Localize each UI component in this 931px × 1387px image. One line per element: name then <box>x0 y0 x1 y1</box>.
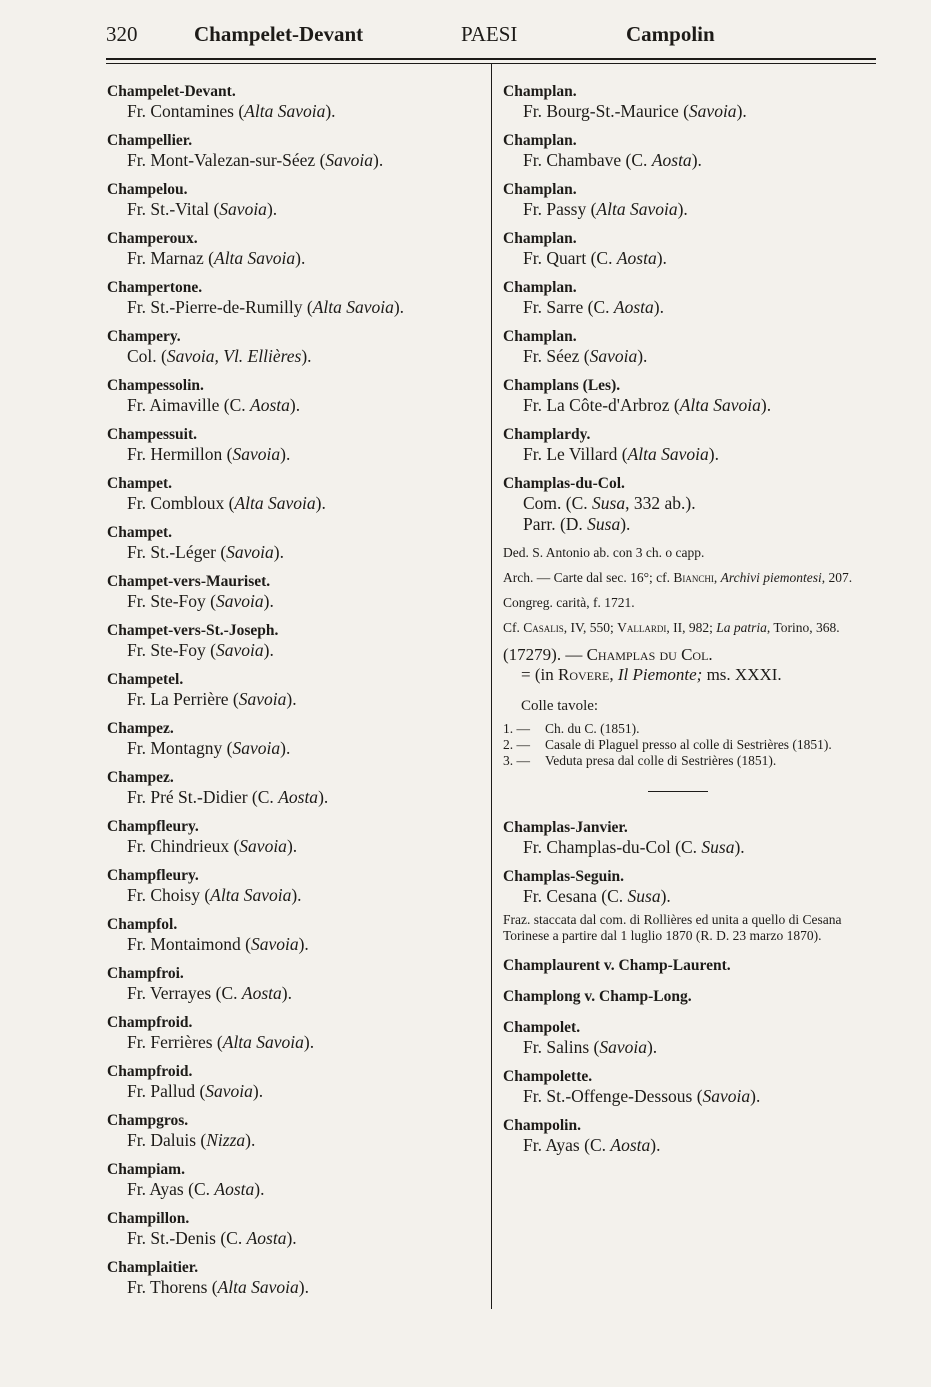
entry <box>107 1111 485 1151</box>
column-divider <box>491 64 492 1309</box>
entry <box>107 523 485 563</box>
entry-location: Fr. St.-Offenge-Dessous (Savoia). <box>523 1086 761 1106</box>
entry-location: Fr. Hermillon (Savoia). <box>127 444 291 464</box>
entry <box>503 229 878 269</box>
entry-headword: Champet. <box>107 475 173 492</box>
entry-location: Fr. Montagny (Savoia). <box>127 738 291 758</box>
plate-item: 2. — Casale di Plaguel presso al colle di Sestrières (1851). <box>503 737 832 752</box>
entry <box>107 572 485 612</box>
entry-location: Fr. Quart (C. Aosta). <box>523 248 667 268</box>
entry-location: Fr. Ste-Foy (Savoia). <box>127 591 274 611</box>
entry-headword: Champery. <box>107 328 181 345</box>
entry-location: Fr. Montaimond (Savoia). <box>127 934 309 954</box>
entry-location: Fr. La Perrière (Savoia). <box>127 689 297 709</box>
entry-headword: Champfroid. <box>107 1014 193 1031</box>
entry-location: Fr. Chambave (C. Aosta). <box>523 150 702 170</box>
entry <box>107 915 485 955</box>
entry <box>107 866 485 906</box>
entry <box>503 82 878 122</box>
entry-headword: Champeroux. <box>107 230 198 247</box>
entry <box>107 817 485 857</box>
entry-location: Fr. Pré St.-Didier (C. Aosta). <box>127 787 329 807</box>
entry-headword: Champertone. <box>107 279 203 296</box>
entry-location: Fr. Verrayes (C. Aosta). <box>127 983 292 1003</box>
entry <box>503 180 878 220</box>
seguin-note: Fraz. staccata dal com. di Rollières ed unita a quello di Cesana Torinese a partire dal 1 luglio 1870 (R. D. 23 marzo 1870). <box>503 912 842 943</box>
entry-location: Fr. Thorens (Alta Savoia). <box>127 1277 309 1297</box>
entry-headword: Champlans (Les). <box>503 377 621 394</box>
right-column <box>503 82 878 1165</box>
entry <box>503 1116 878 1156</box>
entry <box>107 376 485 416</box>
entry-location: Fr. Aimaville (C. Aosta). <box>127 395 301 415</box>
section-separator <box>648 791 708 792</box>
entry-location: Fr. Passy (Alta Savoia). <box>523 199 688 219</box>
entry-location: Fr. St.-Pierre-de-Rumilly (Alta Savoia). <box>127 297 405 317</box>
entry <box>503 1018 878 1058</box>
entry-location: Fr. Cesana (C. Susa). <box>523 886 671 906</box>
entry <box>107 474 485 514</box>
entry <box>503 131 878 171</box>
header-rule <box>106 58 876 60</box>
archive-note: Arch. — Carte dal sec. 16°; cf. Bianchi, Archivi piemontesi, 207. <box>503 570 853 585</box>
entry-headword: Champessuit. <box>107 426 198 443</box>
entry-location: Fr. Bourg-St.-Maurice (Savoia). <box>523 101 747 121</box>
entry-headword: Champolin. <box>503 1117 581 1134</box>
entry-location: Fr. Champlas-du-Col (C. Susa). <box>523 837 745 857</box>
entry <box>107 670 485 710</box>
plates-list <box>503 721 878 769</box>
entry-location: Fr. Ferrières (Alta Savoia). <box>127 1032 315 1052</box>
entry-headword: Champolette. <box>503 1068 593 1085</box>
right-guide-word: Campolin <box>626 22 715 46</box>
entry <box>503 376 878 416</box>
entry-headword: Champez. <box>107 769 174 786</box>
left-column <box>107 82 485 1307</box>
entry-headword: Champlardy. <box>503 426 591 443</box>
congregation-note: Congreg. carità, f. 1721. <box>503 595 635 610</box>
plate-item: 3. — Veduta presa dal colle di Sestrières (1851). <box>503 753 777 768</box>
entry-location: Fr. Ste-Foy (Savoia). <box>127 640 274 660</box>
entry <box>503 818 878 858</box>
entry-location: Fr. Combloux (Alta Savoia). <box>127 493 326 513</box>
entry-location: Fr. Ayas (C. Aosta). <box>523 1135 661 1155</box>
left-guide-word: Champelet-Devant <box>194 22 364 46</box>
entry-headword: Champlan. <box>503 279 577 296</box>
entry-location: Fr. Contamines (Alta Savoia). <box>127 101 336 121</box>
entry <box>107 180 485 220</box>
cross-reference: Champlong v. Champ-Long. <box>503 988 692 1005</box>
entry <box>107 1062 485 1102</box>
entry-headword: Champfleury. <box>107 867 199 884</box>
page-number: 320 <box>106 22 138 46</box>
entry <box>107 1209 485 1249</box>
cross-reference: Champlaurent v. Champ-Laurent. <box>503 957 731 974</box>
plates-title: Colle tavole: <box>521 698 599 714</box>
entry-location: Fr. Mont-Valezan-sur-Séez (Savoia). <box>127 150 384 170</box>
entry-location: Fr. La Côte-d'Arbroz (Alta Savoia). <box>523 395 772 415</box>
entry <box>107 621 485 661</box>
entry-comune: Com. (C. Susa, 332 ab.). <box>523 493 696 513</box>
entry-headword: Champellier. <box>107 132 193 149</box>
entry <box>503 1067 878 1107</box>
bibliography-note: Cf. Casalis, IV, 550; Vallardi, II, 982; La patria, Torino, 368. <box>503 620 840 635</box>
entry <box>107 964 485 1004</box>
entry <box>107 327 485 367</box>
entry-location: Fr. Ayas (C. Aosta). <box>127 1179 265 1199</box>
entry-headword: Champessolin. <box>107 377 204 394</box>
entry-location: Fr. Le Villard (Alta Savoia). <box>523 444 719 464</box>
entry <box>107 1258 485 1298</box>
entry-parrocchia: Parr. (D. Susa). <box>523 514 631 534</box>
entry <box>107 229 485 269</box>
entry <box>503 425 878 465</box>
entry <box>107 1013 485 1053</box>
entry-headword: Champlan. <box>503 132 577 149</box>
entry-location: Fr. Salins (Savoia). <box>523 1037 658 1057</box>
entry-headword: Champlan. <box>503 181 577 198</box>
entry-location: Fr. Choisy (Alta Savoia). <box>127 885 302 905</box>
entry-location: Fr. St.-Léger (Savoia). <box>127 542 284 562</box>
entry-headword: Champlas-Seguin. <box>503 868 625 885</box>
entry-headword: Champlas-du-Col. <box>503 475 625 492</box>
entry-location: Fr. Daluis (Nizza). <box>127 1130 256 1150</box>
entry-headword: Champlan. <box>503 230 577 247</box>
entry-location: Fr. St.-Vital (Savoia). <box>127 199 278 219</box>
entry-location: Fr. Séez (Savoia). <box>523 346 648 366</box>
entry-headword: Champolet. <box>503 1019 581 1036</box>
entry-headword: Champet-vers-Mauriset. <box>107 573 271 590</box>
entry <box>107 425 485 465</box>
running-header <box>106 22 876 52</box>
entry <box>107 82 485 122</box>
entry-headword: Champlaitier. <box>107 1259 199 1276</box>
entry-headword: Champiam. <box>107 1161 185 1178</box>
entry <box>107 278 485 318</box>
entry-location: Fr. Sarre (C. Aosta). <box>523 297 664 317</box>
entry-headword: Champelou. <box>107 181 188 198</box>
manuscript-reference: (17279). — Champlas du Col. = (in Rovere, Il Piemonte; ms. XXXI. <box>503 645 782 684</box>
entry-headword: Champet. <box>107 524 173 541</box>
entry <box>107 1160 485 1200</box>
entry-headword: Champelet-Devant. <box>107 83 236 100</box>
plate-item: 1. — Ch. du C. (1851). <box>503 721 640 736</box>
entry <box>503 278 878 318</box>
entry-headword: Champlan. <box>503 83 577 100</box>
entry-headword: Champlan. <box>503 328 577 345</box>
entry-location: Fr. Chindrieux (Savoia). <box>127 836 298 856</box>
entry-headword: Champez. <box>107 720 174 737</box>
entry-champlas-du-col <box>503 474 878 769</box>
entry-headword: Champfleury. <box>107 818 199 835</box>
entry-location: Col. (Savoia, Vl. Ellières). <box>127 346 312 366</box>
entry <box>107 131 485 171</box>
entry-headword: Champfroid. <box>107 1063 193 1080</box>
section-title: PAESI <box>461 22 518 46</box>
entry-location: Fr. Pallud (Savoia). <box>127 1081 264 1101</box>
entry-headword: Champfroi. <box>107 965 184 982</box>
entry-location: Fr. Marnaz (Alta Savoia). <box>127 248 306 268</box>
entry-headword: Champetel. <box>107 671 184 688</box>
entry-headword: Champgros. <box>107 1112 189 1129</box>
entry <box>503 867 878 907</box>
entry <box>107 768 485 808</box>
entry-headword: Champfol. <box>107 916 178 933</box>
entry-headword: Champet-vers-St.-Joseph. <box>107 622 279 639</box>
entry-location: Fr. St.-Denis (C. Aosta). <box>127 1228 297 1248</box>
entry-headword: Champillon. <box>107 1210 190 1227</box>
entry <box>107 719 485 759</box>
entry <box>503 327 878 367</box>
dedication-note: Ded. S. Antonio ab. con 3 ch. o capp. <box>503 545 705 560</box>
entry-headword: Champlas-Janvier. <box>503 819 628 836</box>
